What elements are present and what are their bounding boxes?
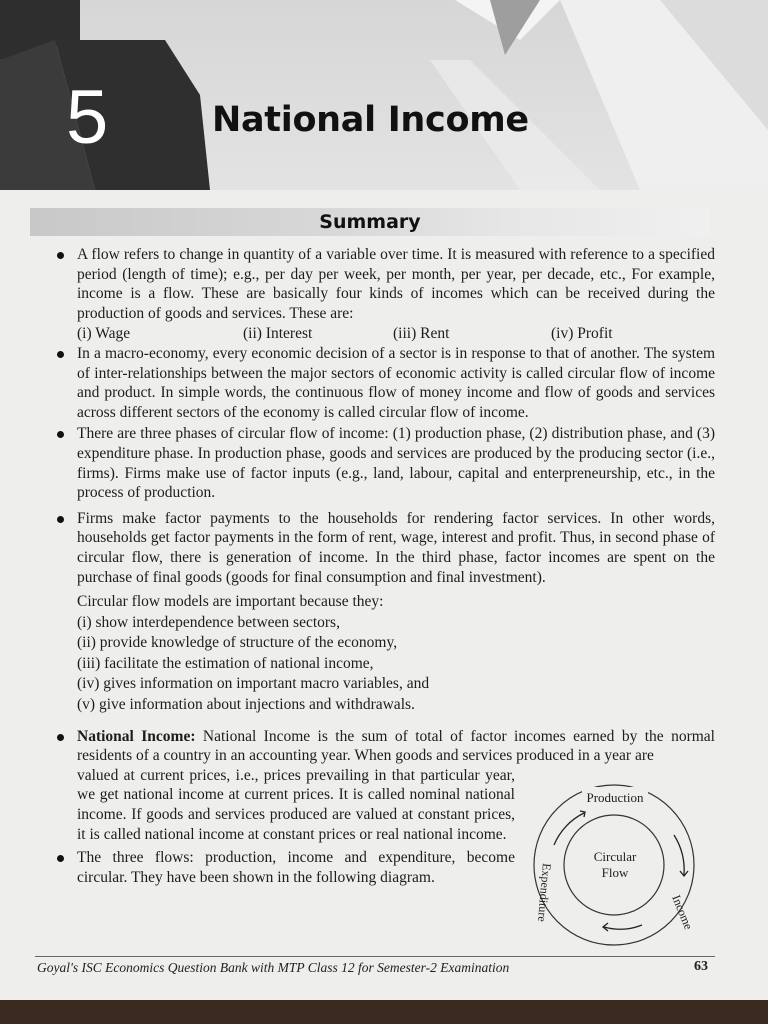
list-item-phases [55, 424, 715, 502]
income-kind-item: (ii) Interest [243, 325, 313, 343]
footer-divider [35, 956, 715, 957]
circular-label: Circular [593, 849, 637, 864]
macro-economy-paragraph: In a macro-economy, every economic decision of a sector is in response to that of another. The system of inter-relationships between the major sectors of economic activity is called circular flow of income and product. In simple words, the continuous flow of money income and flow of goods and services across different sectors of the economy is called circular flow of income. [77, 344, 715, 421]
income-label: Income [669, 892, 696, 932]
summary-heading: Summary [319, 211, 421, 233]
national-income-continued: valued at current prices, i.e., prices prevailing in that particular year, we get national income at current prices. It is called nominal national income. If goods and services produced are valued at constant prices, it is called national income at constant prices or real national income. [77, 766, 515, 843]
list-item-flow [55, 245, 715, 344]
model-benefit-item: (iii) facilitate the estimation of national income, [77, 654, 374, 672]
flow-label: Flow [601, 865, 629, 880]
page-number: 63 [694, 959, 708, 974]
list-item-three-flows [55, 848, 515, 887]
phases-paragraph: There are three phases of circular flow of income: (1) production phase, (2) distribution phase, and (3) expenditure phase. In production phase, goods and services are produced by the producing sector (i.e., firms). Firms make use of factor inputs (e.g., land, labour, capital and enterpreneurship, etc., in the process of production. [77, 425, 715, 502]
factor-payments-paragraph: Firms make factor payments to the households for rendering factor services. In other words, households get factor payments in the form of rent, wage, interest and profit. Thus, in second phase of circular flow, there is generation of income. In the third phase, factor incomes are spent on the purchase of final goods (goods for final consumption and final investment). [77, 509, 715, 586]
model-benefit-item: (v) give information about injections and withdrawals. [77, 696, 415, 714]
summary-heading-bar [30, 208, 710, 236]
footer-book-title: Goyal's ISC Economics Question Bank with MTP Class 12 for Semester-2 Examination [37, 960, 510, 975]
models-intro: Circular flow models are important because they: [77, 593, 384, 611]
flow-paragraph: A flow refers to change in quantity of a variable over time. It is measured with reference to a specified period (length of time); e.g., per day per week, per month, per year, per decade, etc., For example, income is a flow. These are basically four kinds of incomes which can be received during the production of goods and services. These are: [77, 246, 715, 322]
model-benefit-item: (i) show interdependence between sectors, [77, 613, 340, 631]
expenditure-label: Expenditure [534, 862, 554, 923]
national-income-text: National Income is the sum of total of factor incomes earned by the normal residents of a country in an accounting year. When goods and services produced in a year are [77, 727, 715, 765]
national-income-label: National Income: [77, 727, 196, 745]
three-flows-paragraph: The three flows: production, income and expenditure, become circular. They have been shown in the following diagram. [77, 849, 515, 886]
income-kind-item: (iv) Profit [551, 325, 613, 343]
page-edge-shadow [0, 1000, 768, 1024]
list-item-macro-economy [55, 344, 715, 422]
income-kind-item: (i) Wage [77, 325, 131, 343]
circular-flow-diagram [522, 775, 708, 951]
list-item-factor-payments [55, 509, 715, 715]
model-benefit-item: (ii) provide knowledge of structure of the economy, [77, 634, 398, 652]
model-benefit-item: (iv) gives information on important macro variables, and [77, 675, 430, 693]
income-kinds-list [77, 324, 715, 344]
income-kind-item: (iii) Rent [393, 325, 450, 343]
chapter-number: 5 [66, 75, 109, 160]
header-decoration [0, 0, 768, 190]
chapter-title: National Income [212, 100, 529, 140]
chapter-header [0, 0, 768, 190]
arrow-bottom-left [604, 925, 642, 929]
production-label: Production [586, 790, 644, 805]
arrow-right-down [674, 835, 684, 875]
